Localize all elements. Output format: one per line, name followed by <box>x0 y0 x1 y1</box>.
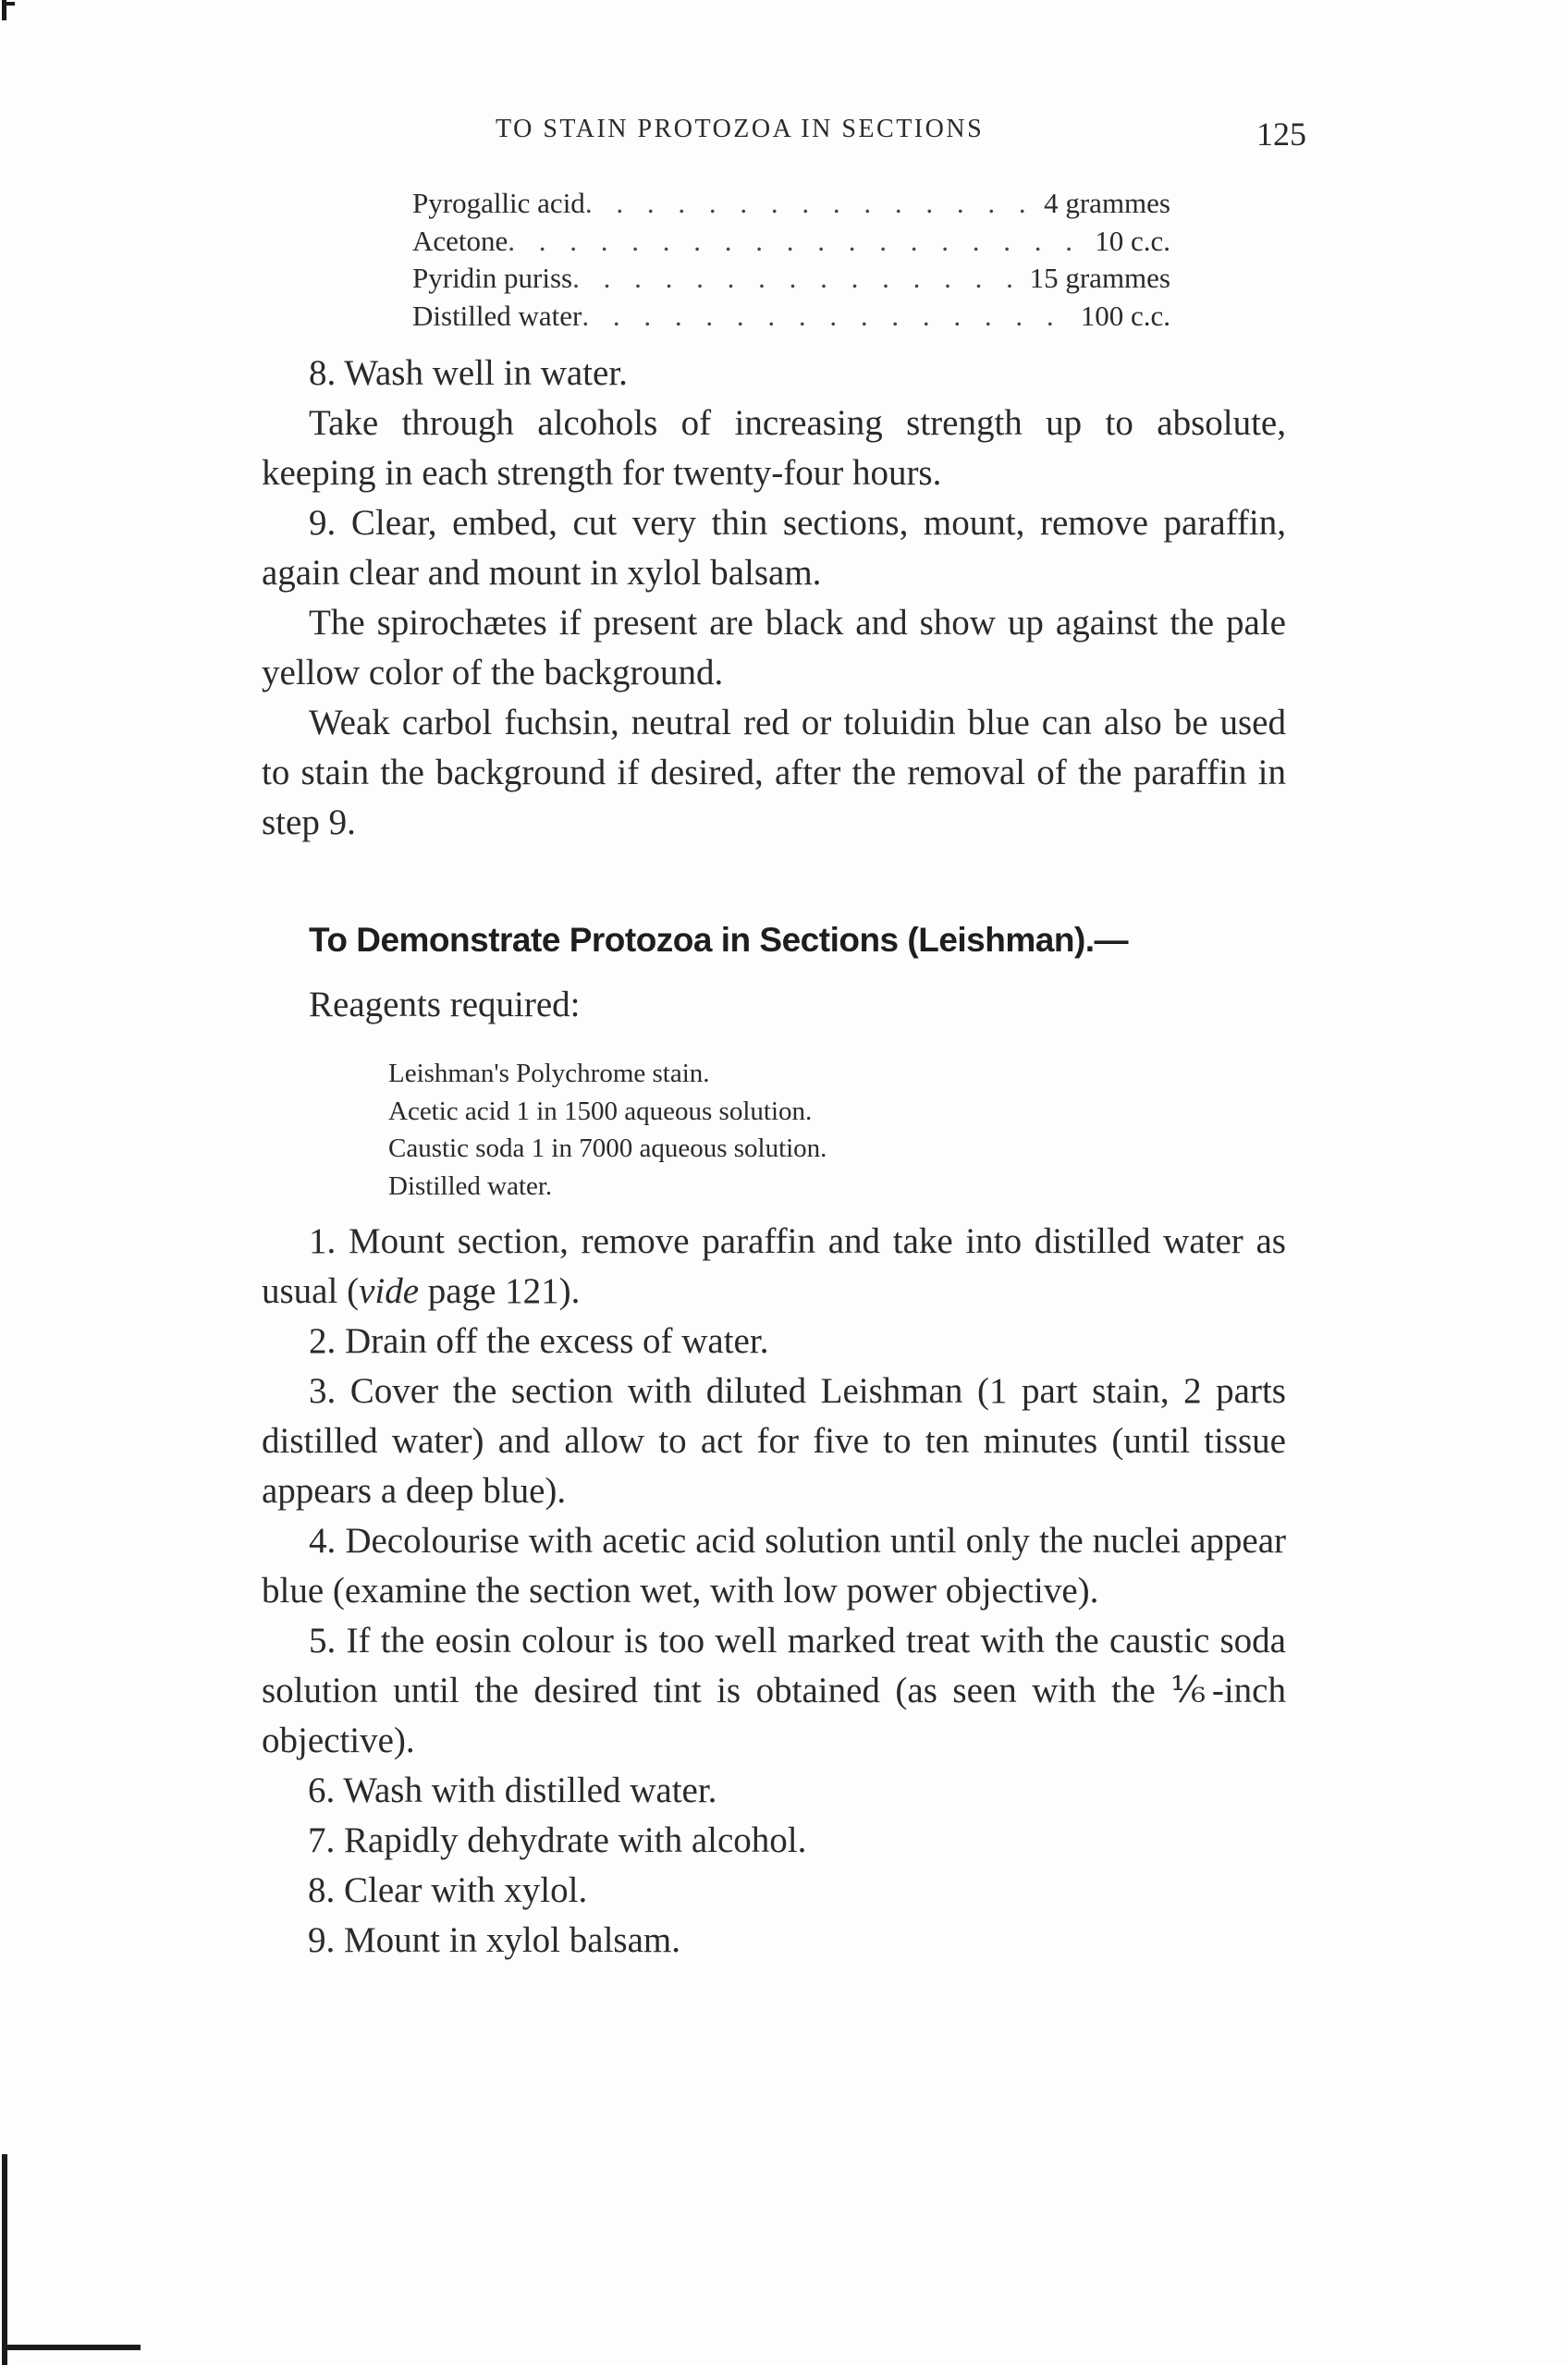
leishman-steps <box>262 1217 1286 1966</box>
formula-row <box>412 185 1170 223</box>
formula-ingredient: Pyrogallic acid <box>412 187 585 219</box>
step-5-fraction: ⅙ <box>1170 1671 1212 1710</box>
leishman-step-5 <box>262 1616 1286 1766</box>
alcohols-paragraph: Take through alcohols of increasing strength up to absolute, keeping in each strength for twenty-four hours. <box>262 403 1286 493</box>
section-heading: To Demonstrate Protozoa in Sections (Leishman).— <box>309 921 1129 959</box>
formula-amount: 100 c.c. <box>1080 299 1170 332</box>
formula-ingredient: Acetone <box>412 224 508 257</box>
formula-amount: 4 grammes <box>1044 187 1170 219</box>
step-5-objective: -inch objective). <box>262 1671 1286 1760</box>
step-1-text: 1. Mount section, remove paraffin and take into distilled water as usual ( <box>262 1221 1286 1311</box>
leader-dots <box>508 223 1089 261</box>
page-number: 125 <box>1256 116 1306 153</box>
leishman-step-6: 6. Wash with distilled water. <box>308 1771 717 1810</box>
formula-row <box>412 298 1170 336</box>
step-1-page-ref: page 121). <box>419 1271 581 1311</box>
leishman-step-4: 4. Decolourise with acetic acid solution until only the nuclei appear blue (examine the section wet, with low power objective). <box>262 1521 1286 1611</box>
formula-ingredient: Pyridin puriss <box>412 262 573 295</box>
reagent-item: Distilled water. <box>388 1170 553 1201</box>
formula-amount: 10 c.c. <box>1095 224 1170 257</box>
spirochaetes-paragraph: The spirochætes if present are black and show up against the pale yellow color of the background. <box>262 603 1286 692</box>
reagent-item: Acetic acid 1 in 1500 aqueous solution. <box>388 1096 813 1126</box>
scan-edge-line <box>2 2154 7 2365</box>
reagent-list <box>388 1055 827 1205</box>
formula-amount: 15 grammes <box>1029 262 1170 295</box>
page-header <box>262 115 1306 152</box>
formula-row <box>412 260 1170 298</box>
formula-ingredient: Distilled water <box>412 299 582 332</box>
staining-formula-table <box>412 185 1170 335</box>
reagents-intro: Reagents required: <box>309 985 581 1024</box>
weak-carbol-paragraph: Weak carbol fuchsin, neutral red or toluidin blue can also be used to stain the background if desired, after the removal of the paraffin in step 9. <box>262 703 1286 842</box>
reagent-item: Caustic soda 1 in 7000 aqueous solution. <box>388 1133 827 1163</box>
leishman-step-9: 9. Mount in xylol balsam. <box>308 1920 680 1960</box>
reagent-item: Leishman's Polychrome stain. <box>388 1059 710 1088</box>
leishman-step-3: 3. Cover the section with diluted Leishman (1 part stain, 2 parts distilled water) and allow to act for five to ten minutes (until tissue appears a deep blue). <box>262 1371 1286 1511</box>
leishman-step-7: 7. Rapidly dehydrate with alcohol. <box>308 1820 807 1860</box>
step-1-vide: vide <box>359 1271 420 1311</box>
leader-dots <box>582 298 1074 336</box>
step-9-clear: 9. Clear, embed, cut very thin sections, mount, remove paraffin, again clear and mount in xylol balsam. <box>262 503 1286 593</box>
step-5-text: 5. If the eosin colour is too well marked treat with the caustic soda solution until the desired tint is obtained (as seen with the <box>262 1621 1286 1710</box>
leader-dots <box>572 260 1024 298</box>
scan-edge-mark <box>6 2 15 6</box>
leishman-step-2: 2. Drain off the excess of water. <box>309 1321 769 1361</box>
leishman-step-1 <box>262 1217 1286 1317</box>
formula-row <box>412 223 1170 261</box>
top-steps <box>262 349 1286 848</box>
leishman-step-8: 8. Clear with xylol. <box>308 1870 588 1910</box>
reagents-intro-block <box>262 980 1286 1030</box>
step-8-wash: 8. Wash well in water. <box>309 353 628 393</box>
leader-dots <box>585 185 1038 223</box>
scan-bottom-line <box>2 2345 141 2350</box>
running-title: TO STAIN PROTOZOA IN SECTIONS <box>496 115 985 143</box>
